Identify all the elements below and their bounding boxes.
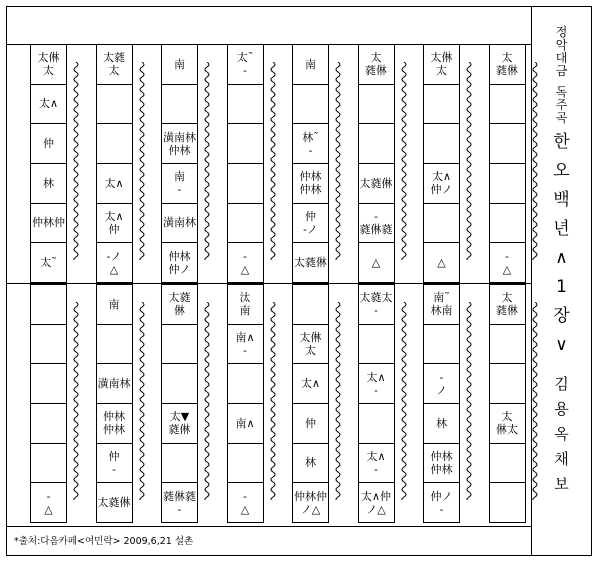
- title-char: 정: [555, 25, 568, 39]
- note-symbol: 太∧: [366, 449, 386, 463]
- note-symbol: ノ△: [366, 502, 386, 516]
- note-cell: [423, 163, 460, 204]
- note-cell: [423, 443, 460, 484]
- note-cell: [358, 284, 395, 325]
- note-symbol: 太˜: [40, 256, 57, 270]
- title-instrument: [552, 26, 572, 78]
- note-cell: [30, 284, 67, 325]
- note-symbol: 仲林: [168, 143, 191, 157]
- note-symbol: 仲: [108, 222, 120, 236]
- note-symbol: 仲ノ: [430, 489, 453, 503]
- note-cell: [358, 242, 395, 283]
- note-cell: [358, 363, 395, 404]
- sigimsae-wave-icon: [72, 302, 80, 500]
- note-cell: [96, 324, 133, 365]
- note-cell: [161, 44, 198, 85]
- title-char: ∧: [555, 248, 568, 268]
- note-cell: [358, 482, 395, 523]
- sigimsae-wave-icon: [72, 62, 80, 260]
- sigimsae-wave-icon: [203, 302, 211, 500]
- note-symbol: 仲林: [168, 249, 191, 263]
- note-symbol: △: [502, 262, 512, 276]
- note-cell: [96, 84, 133, 125]
- note-symbol: 蕤㑣: [168, 423, 191, 437]
- note-symbol: -: [439, 370, 444, 384]
- note-symbol: -: [243, 64, 247, 78]
- note-symbol: 仲林仲: [294, 489, 327, 503]
- note-cell: [227, 324, 264, 365]
- note-symbol: 南∧: [235, 330, 255, 344]
- note-cell: [292, 284, 329, 325]
- note-cell: [161, 123, 198, 164]
- note-cell: [96, 284, 133, 325]
- note-cell: [489, 84, 526, 125]
- title-char: 곡: [555, 111, 568, 125]
- note-symbol: 仲林: [103, 423, 125, 437]
- note-symbol: 蕤㑣: [365, 64, 387, 78]
- note-symbol: 蕤㑣蕤: [163, 489, 196, 503]
- note-cell: [358, 203, 395, 244]
- note-cell: [423, 84, 460, 125]
- note-symbol: 仲林: [103, 410, 125, 424]
- note-symbol: 太∧: [104, 209, 124, 223]
- note-cell: [161, 203, 198, 244]
- note-symbol: -ノ: [106, 249, 122, 263]
- note-cell: [489, 203, 526, 244]
- sigimsae-wave-icon: [531, 302, 539, 500]
- title-char: 보: [554, 475, 569, 493]
- note-symbol: 太蕤: [168, 291, 191, 305]
- note-cell: [423, 403, 460, 444]
- title-char: 대: [555, 51, 568, 65]
- note-symbol: -: [374, 304, 378, 318]
- note-cell: [489, 482, 526, 523]
- sigimsae-wave-icon: [400, 302, 408, 500]
- note-symbol: 潢南林: [97, 377, 131, 391]
- note-cell: [423, 363, 460, 404]
- note-symbol: 南: [239, 304, 251, 318]
- note-cell: [292, 403, 329, 444]
- note-cell: [292, 123, 329, 164]
- note-cell: [358, 123, 395, 164]
- title-char: 오: [553, 161, 570, 181]
- grid-rule: [7, 526, 531, 527]
- note-cell: [292, 242, 329, 283]
- note-cell: [30, 324, 67, 365]
- note-cell: [227, 403, 264, 444]
- note-symbol: 蕤㑣: [496, 64, 518, 78]
- note-cell: [96, 482, 133, 523]
- note-symbol: △: [240, 262, 250, 276]
- note-symbol: 太蕤㑣: [294, 256, 327, 270]
- note-symbol: 南: [305, 57, 316, 71]
- note-cell: [96, 44, 133, 85]
- note-symbol: 仲林: [299, 170, 322, 184]
- note-cell: [30, 482, 67, 523]
- note-symbol: 南: [174, 57, 185, 71]
- note-cell: [30, 123, 67, 164]
- note-cell: [358, 163, 395, 204]
- note-cell: [489, 443, 526, 484]
- note-symbol: 太∧: [431, 170, 452, 184]
- note-symbol: 仲: [108, 449, 120, 463]
- note-symbol: 太∧: [38, 97, 59, 111]
- note-cell: [161, 284, 198, 325]
- sigimsae-wave-icon: [334, 302, 342, 500]
- note-symbol: 汰: [239, 291, 251, 305]
- note-symbol: △: [109, 262, 119, 276]
- note-cell: [96, 242, 133, 283]
- note-symbol: 太: [501, 291, 513, 305]
- note-cell: [423, 44, 460, 85]
- sigimsae-wave-icon: [531, 62, 539, 260]
- note-cell: [489, 123, 526, 164]
- note-symbol: -: [177, 183, 182, 197]
- note-symbol: 太∧: [104, 176, 124, 190]
- note-symbol: ノ△: [300, 502, 321, 516]
- note-cell: [227, 163, 264, 204]
- title-genre: [552, 86, 572, 125]
- note-cell: [292, 84, 329, 125]
- note-cell: [30, 163, 67, 204]
- sigimsae-wave-icon: [138, 62, 146, 260]
- note-cell: [489, 163, 526, 204]
- note-symbol: 太蕤㑣: [359, 176, 393, 190]
- note-cell: [227, 84, 264, 125]
- note-cell: [227, 443, 264, 484]
- note-cell: [227, 44, 264, 85]
- source-credit: *출처:다음카페<여민락> 2009,6,21 설촌: [14, 536, 194, 547]
- note-symbol: 太: [43, 64, 54, 78]
- note-symbol: 仲林仲: [32, 216, 65, 230]
- note-symbol: 南: [108, 297, 120, 311]
- note-symbol: -: [439, 502, 444, 516]
- jeongganbo-grid: [7, 44, 531, 526]
- note-cell: [161, 163, 198, 204]
- note-symbol: 林: [305, 456, 316, 470]
- note-cell: [96, 403, 133, 444]
- note-cell: [30, 363, 67, 404]
- title-char: 악: [555, 38, 568, 52]
- title-char: 독: [555, 85, 568, 99]
- note-cell: [292, 482, 329, 523]
- note-symbol: 太∧: [366, 370, 386, 384]
- note-symbol: 太蕤太: [359, 291, 393, 305]
- note-symbol: △: [240, 502, 250, 516]
- note-cell: [161, 84, 198, 125]
- note-cell: [358, 84, 395, 125]
- sigimsae-wave-icon: [269, 302, 277, 500]
- note-cell: [423, 482, 460, 523]
- title-char: 채: [554, 450, 569, 468]
- note-symbol: 仲林: [430, 462, 453, 476]
- note-symbol: 仲: [305, 209, 316, 223]
- note-cell: [30, 403, 67, 444]
- note-symbol: 林˜: [302, 130, 319, 144]
- note-cell: [358, 403, 395, 444]
- note-symbol: -: [46, 489, 51, 503]
- title-char: 한: [553, 132, 570, 152]
- note-cell: [30, 84, 67, 125]
- title-char: 1: [556, 277, 567, 297]
- note-symbol: 仲ノ: [430, 183, 453, 197]
- note-symbol: 太▼: [169, 410, 190, 424]
- note-symbol: 南˜: [433, 291, 450, 305]
- note-symbol: 潢南林: [163, 216, 196, 230]
- note-symbol: 太∧: [300, 377, 321, 391]
- note-symbol: -: [374, 462, 378, 476]
- note-symbol: 太: [436, 64, 447, 78]
- note-cell: [489, 403, 526, 444]
- note-symbol: 潢南林: [163, 130, 196, 144]
- note-cell: [96, 363, 133, 404]
- title-char: 백: [553, 190, 570, 210]
- note-symbol: -ノ: [303, 222, 318, 236]
- note-symbol: -: [374, 383, 378, 397]
- note-symbol: 太㑣: [299, 330, 322, 344]
- note-cell: [161, 242, 198, 283]
- note-cell: [292, 163, 329, 204]
- note-symbol: △: [371, 256, 381, 270]
- note-cell: [96, 123, 133, 164]
- note-cell: [30, 203, 67, 244]
- note-cell: [161, 482, 198, 523]
- note-cell: [161, 324, 198, 365]
- note-symbol: -: [112, 462, 116, 476]
- sigimsae-wave-icon: [465, 302, 473, 500]
- sigimsae-wave-icon: [269, 62, 277, 260]
- note-cell: [292, 203, 329, 244]
- note-cell: [489, 284, 526, 325]
- sigimsae-wave-icon: [334, 62, 342, 260]
- note-cell: [292, 443, 329, 484]
- note-cell: [423, 123, 460, 164]
- note-cell: [227, 123, 264, 164]
- note-symbol: -: [177, 502, 182, 516]
- note-cell: [292, 363, 329, 404]
- note-cell: [96, 203, 133, 244]
- note-symbol: 太: [305, 343, 316, 357]
- note-cell: [30, 242, 67, 283]
- note-symbol: 太: [501, 51, 513, 65]
- note-cell: [489, 44, 526, 85]
- note-symbol: △: [437, 256, 446, 270]
- note-cell: [227, 203, 264, 244]
- sigimsae-wave-icon: [203, 62, 211, 260]
- note-symbol: -: [505, 249, 509, 263]
- note-symbol: 太蕤: [103, 51, 125, 65]
- note-symbol: 太˜: [236, 51, 254, 65]
- note-symbol: 㑣: [174, 304, 185, 318]
- note-symbol: 仲林: [430, 449, 453, 463]
- note-symbol: -: [308, 143, 313, 157]
- note-symbol: 林: [436, 416, 447, 430]
- note-cell: [96, 163, 133, 204]
- sigimsae-wave-icon: [465, 62, 473, 260]
- note-symbol: 仲林: [299, 183, 322, 197]
- note-cell: [292, 324, 329, 365]
- note-symbol: ノ: [436, 383, 447, 397]
- sigimsae-wave-icon: [400, 62, 408, 260]
- title-main: [553, 133, 569, 355]
- note-cell: [227, 363, 264, 404]
- note-symbol: -: [374, 209, 378, 223]
- note-cell: [489, 242, 526, 283]
- note-symbol: 南: [174, 170, 185, 184]
- note-symbol: 太: [501, 410, 513, 424]
- note-symbol: 太∧仲: [360, 489, 392, 503]
- note-cell: [423, 242, 460, 283]
- note-cell: [358, 324, 395, 365]
- note-cell: [227, 284, 264, 325]
- note-symbol: 太: [108, 64, 120, 78]
- title-char: 용: [554, 400, 569, 418]
- title-char: 장: [553, 306, 570, 326]
- note-cell: [489, 324, 526, 365]
- note-cell: [292, 44, 329, 85]
- note-cell: [423, 324, 460, 365]
- note-symbol: 林: [43, 176, 54, 190]
- note-symbol: 仲: [305, 416, 316, 430]
- title-char: 김: [554, 375, 569, 393]
- note-cell: [489, 363, 526, 404]
- note-symbol: 仲ノ: [168, 262, 191, 276]
- note-symbol: 仲: [43, 137, 54, 151]
- note-symbol: 太㑣: [37, 51, 60, 65]
- sigimsae-wave-icon: [138, 302, 146, 500]
- note-cell: [423, 203, 460, 244]
- note-symbol: 太㑣: [430, 51, 453, 65]
- note-cell: [161, 443, 198, 484]
- title-column: [533, 8, 590, 554]
- note-symbol: 林南: [430, 304, 453, 318]
- note-cell: [227, 242, 264, 283]
- note-cell: [358, 443, 395, 484]
- note-symbol: -: [243, 489, 247, 503]
- note-cell: [423, 284, 460, 325]
- title-char: 주: [555, 98, 568, 112]
- note-cell: [161, 363, 198, 404]
- title-char: 옥: [554, 425, 569, 443]
- note-symbol: 㑣太: [496, 423, 518, 437]
- note-symbol: 南∧: [235, 416, 255, 430]
- note-symbol: 太: [370, 51, 382, 65]
- note-symbol: △: [44, 502, 53, 516]
- title-char: 금: [555, 64, 568, 78]
- title-char: 년: [553, 219, 570, 239]
- note-cell: [358, 44, 395, 85]
- note-cell: [161, 403, 198, 444]
- title-author: [554, 375, 569, 494]
- title-char: ∨: [555, 335, 568, 355]
- note-symbol: 蕤㑣蕤: [359, 222, 393, 236]
- note-cell: [227, 482, 264, 523]
- note-symbol: 蕤㑣: [496, 304, 518, 318]
- note-symbol: 太蕤㑣: [97, 496, 131, 510]
- note-cell: [96, 443, 133, 484]
- note-cell: [30, 443, 67, 484]
- note-symbol: -: [243, 343, 247, 357]
- note-symbol: -: [243, 249, 247, 263]
- note-cell: [30, 44, 67, 85]
